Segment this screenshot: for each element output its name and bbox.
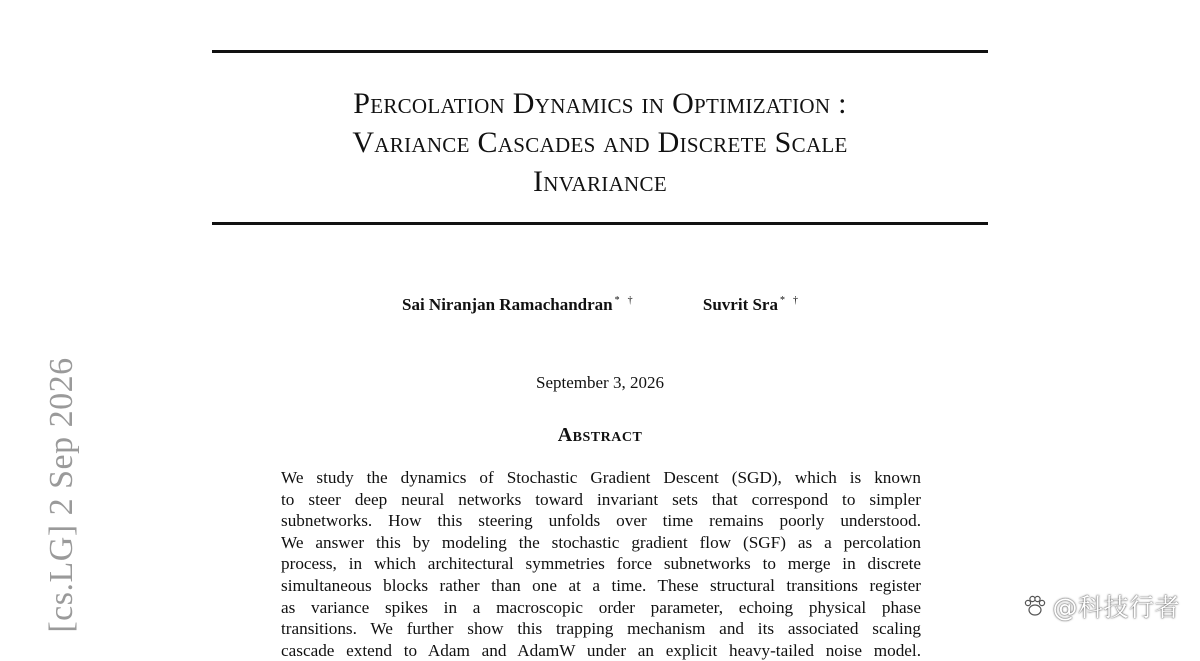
title-line: Invariance bbox=[533, 165, 667, 198]
abstract-line: simultaneous blocks rather than one at a time. These structural transitions register bbox=[281, 575, 921, 595]
author-name: Suvrit Sra bbox=[702, 295, 778, 314]
author-mark: † bbox=[627, 295, 633, 306]
abstract-line: We study the dynamics of Stochastic Gradient Descent (SGD), which is known bbox=[281, 468, 921, 487]
abstract-line: process, in which architectural symmetries force subnetworks to merge in discrete bbox=[281, 554, 921, 574]
paper-title bbox=[212, 84, 988, 201]
abstract-line: subnetworks. How this steering unfolds over time remains poorly understood. bbox=[281, 511, 921, 531]
abstract-line: transitions. We further show this trapping mechanism and its associated scaling bbox=[281, 619, 921, 639]
abstract-line: cascade extend to Adam and AdamW under an explicit heavy-tailed noise model. bbox=[281, 640, 921, 660]
author-name: Sai Niranjan Ramachandran bbox=[402, 295, 613, 314]
author bbox=[402, 295, 633, 315]
title-top-rule bbox=[212, 50, 988, 53]
author bbox=[703, 295, 798, 315]
arxiv-side-stamp: [cs.LG] 2 Sep 2026 bbox=[43, 357, 80, 633]
paw-icon bbox=[1022, 593, 1048, 619]
title-line: Variance Cascades and Discrete Scale bbox=[352, 126, 848, 159]
abstract-line: as variance spikes in a macroscopic order parameter, echoing physical phase bbox=[281, 597, 921, 617]
title-bottom-rule bbox=[212, 222, 988, 225]
watermark-text: @科技行者 bbox=[1052, 593, 1180, 622]
abstract-line: We answer this by modeling the stochastic gradient flow (SGF) as a percolation bbox=[281, 532, 921, 552]
watermark bbox=[1022, 588, 1180, 624]
author-mark: † bbox=[792, 295, 798, 306]
author-list bbox=[212, 295, 988, 315]
author-mark: * bbox=[779, 295, 785, 306]
abstract-line: to steer deep neural networks toward invariant sets that correspond to simpler bbox=[281, 489, 921, 509]
title-line: Percolation Dynamics in Optimization : bbox=[353, 87, 847, 120]
abstract-heading: Abstract bbox=[557, 424, 643, 446]
abstract-body bbox=[281, 467, 921, 661]
author-mark: * bbox=[614, 295, 620, 306]
paper-date: September 3, 2026 bbox=[536, 373, 664, 392]
